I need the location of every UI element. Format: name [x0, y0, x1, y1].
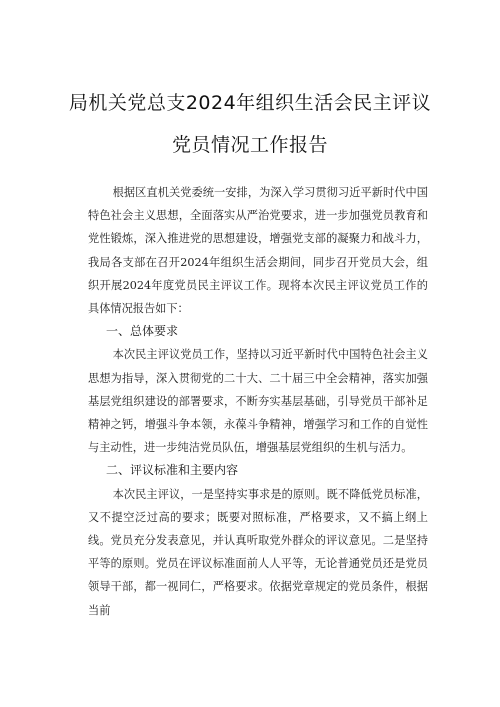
section-heading-evaluation-standards: 二、评议标准和主要内容 — [106, 463, 239, 478]
intro-paragraph: 根据区直机关党委统一安排，为深入学习贯彻习近平新时代中国特色社会主义思想，全面落实从严治党要求，进一步加强党员教育和党性锻炼，深入推进党的思想建设，增强党支部的凝聚力和战斗力，我局各支部在召开2024年组织生活会期间，同步召开党员大会，组织开展2024年度党员民主评议工作。现将本次民主评议党员工作的具体情况报告如下： — [88, 186, 428, 316]
section-paragraph-evaluation-standards: 本次民主评议，一是坚持实事求是的原则。既不降低党员标准，又不提空泛过高的要求；既要对照标准，严格要求，又不搞上纲上线。党员充分发表意见，并认真听取党外群众的评议意见。二是坚持平等的原则。党员在评议标准面前人人平等，无论普通党员还是党员领导干部，都一视同仁，严格要求。依据党章规定的党员条件，根据当前 — [88, 487, 428, 617]
document-title-line-2: 党员情况工作报告 — [171, 134, 328, 156]
document-body — [88, 181, 428, 622]
section-paragraph-overall-requirements: 本次民主评议党员工作，坚持以习近平新时代中国特色社会主义思想为指导，深入贯彻党的二十大、二十届三中全会精神，落实加强基层党组织建设的部署要求，不断夯实基层基础，引导党员干部补足精神之钙，增强斗争本领，永葆斗争精神，增强学习和工作的自觉性与主动性，进一步纯洁党员队伍，增强基层党组织的生机与活力。 — [88, 348, 428, 455]
document-title-line-1: 局机关党总支2024年组织生活会民主评议 — [68, 92, 432, 114]
section-heading-overall-requirements: 一、总体要求 — [106, 324, 179, 339]
